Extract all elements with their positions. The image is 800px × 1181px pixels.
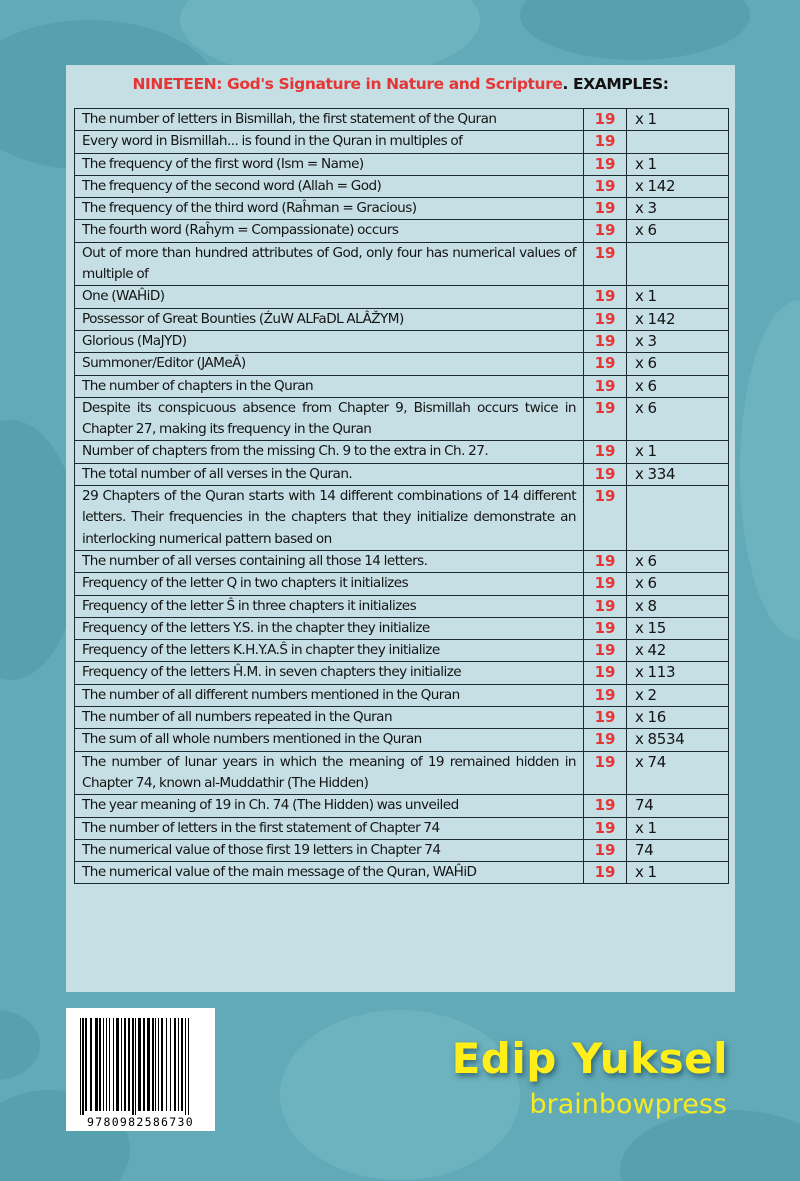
- barcode-bar: [103, 1018, 104, 1111]
- row-nineteen: 19: [584, 131, 627, 153]
- barcode-bar: [166, 1018, 167, 1111]
- row-nineteen: 19: [584, 397, 627, 441]
- row-multiplier: x 8534: [627, 729, 729, 751]
- table-row: [75, 573, 729, 595]
- row-nineteen: 19: [584, 242, 627, 286]
- row-nineteen: 19: [584, 109, 627, 131]
- row-description: The number of letters in Bismillah, the first statement of the Quran: [75, 109, 584, 131]
- table-row: [75, 662, 729, 684]
- row-multiplier: x 42: [627, 640, 729, 662]
- row-multiplier: [627, 486, 729, 551]
- row-description: Number of chapters from the missing Ch. 9 to the extra in Ch. 27.: [75, 441, 584, 463]
- row-multiplier: x 1: [627, 441, 729, 463]
- barcode-bar: [170, 1018, 171, 1111]
- table-row: [75, 640, 729, 662]
- table-row: [75, 463, 729, 485]
- table-row: [75, 198, 729, 220]
- row-description: The number of all numbers repeated in the Quran: [75, 707, 584, 729]
- barcode-bar: [138, 1018, 141, 1111]
- table-row: [75, 839, 729, 861]
- barcode-bar: [95, 1018, 98, 1111]
- row-nineteen: 19: [584, 617, 627, 639]
- barcode-bar: [124, 1018, 127, 1111]
- row-nineteen: 19: [584, 573, 627, 595]
- row-nineteen: 19: [584, 375, 627, 397]
- barcode-bar: [161, 1018, 163, 1111]
- barcode-bar: [158, 1018, 159, 1111]
- row-description: 29 Chapters of the Quran starts with 14 different combinations of 14 different letters. Their frequencies in the chapters that they initialize demonstrate an interlocking numerical pattern based on: [75, 486, 584, 551]
- row-multiplier: [627, 131, 729, 153]
- row-nineteen: 19: [584, 308, 627, 330]
- row-multiplier: x 1: [627, 817, 729, 839]
- row-multiplier: x 142: [627, 308, 729, 330]
- barcode-bar: [174, 1018, 176, 1111]
- barcode-bar: [135, 1018, 136, 1115]
- row-nineteen: 19: [584, 817, 627, 839]
- row-multiplier: x 6: [627, 573, 729, 595]
- barcode-bar: [143, 1018, 145, 1111]
- row-description: The number of all verses containing all those 14 letters.: [75, 550, 584, 572]
- panel-title: [66, 75, 735, 93]
- row-description: The fourth word (Raĥym = Compassionate) occurs: [75, 220, 584, 242]
- barcode-bar: [128, 1018, 130, 1111]
- row-description: Every word in Bismillah... is found in the Quran in multiples of: [75, 131, 584, 153]
- row-nineteen: 19: [584, 729, 627, 751]
- row-description: Summoner/Editor (JAMeÂ): [75, 353, 584, 375]
- barcode-bar: [106, 1018, 107, 1111]
- row-nineteen: 19: [584, 839, 627, 861]
- row-description: The frequency of the second word (Allah = God): [75, 175, 584, 197]
- row-description: The numerical value of the main message of the Quran, WAĤiD: [75, 862, 584, 884]
- row-multiplier: 74: [627, 839, 729, 861]
- table-row: [75, 486, 729, 551]
- row-nineteen: 19: [584, 441, 627, 463]
- row-nineteen: 19: [584, 707, 627, 729]
- row-nineteen: 19: [584, 153, 627, 175]
- row-description: Despite its conspicuous absence from Chapter 9, Bismillah occurs twice in Chapter 27, making its frequency in the Quran: [75, 397, 584, 441]
- row-multiplier: x 1: [627, 862, 729, 884]
- row-nineteen: 19: [584, 220, 627, 242]
- row-multiplier: x 74: [627, 751, 729, 795]
- row-nineteen: 19: [584, 175, 627, 197]
- table-row: [75, 109, 729, 131]
- row-multiplier: x 3: [627, 330, 729, 352]
- row-description: Frequency of the letters Y.S. in the chapter they initialize: [75, 617, 584, 639]
- table-row: [75, 617, 729, 639]
- row-multiplier: x 8: [627, 595, 729, 617]
- row-nineteen: 19: [584, 662, 627, 684]
- isbn-text: 9780982586730: [87, 1115, 194, 1129]
- row-nineteen: 19: [584, 550, 627, 572]
- barcode-bar: [99, 1018, 101, 1111]
- table-row: [75, 153, 729, 175]
- row-nineteen: 19: [584, 751, 627, 795]
- barcode-bar: [147, 1018, 150, 1111]
- table-row: [75, 817, 729, 839]
- row-multiplier: [627, 242, 729, 286]
- table-row: [75, 684, 729, 706]
- barcode-bar: [155, 1018, 156, 1111]
- barcode-bar: [178, 1018, 179, 1111]
- table-row: [75, 308, 729, 330]
- row-description: Possessor of Great Bounties (ŹuW ALFaDL ALÂŽYM): [75, 308, 584, 330]
- row-multiplier: x 6: [627, 397, 729, 441]
- row-description: Frequency of the letters Ĥ.M. in seven chapters they initialize: [75, 662, 584, 684]
- barcode-bars: [77, 1018, 205, 1111]
- row-multiplier: x 6: [627, 220, 729, 242]
- row-description: The total number of all verses in the Quran.: [75, 463, 584, 485]
- row-description: The sum of all whole numbers mentioned in the Quran: [75, 729, 584, 751]
- barcode-bar: [82, 1018, 83, 1115]
- title-main: NINETEEN: God's Signature in Nature and Scripture: [132, 75, 563, 93]
- table-row: [75, 375, 729, 397]
- row-multiplier: x 1: [627, 286, 729, 308]
- table-row: [75, 550, 729, 572]
- title-examples: . EXAMPLES:: [562, 75, 669, 93]
- row-description: The number of chapters in the Quran: [75, 375, 584, 397]
- row-description: The number of lunar years in which the meaning of 19 remained hidden in Chapter 74, known al-Muddathir (The Hidden): [75, 751, 584, 795]
- table-row: [75, 751, 729, 795]
- table-row: [75, 131, 729, 153]
- examples-panel: [66, 65, 735, 992]
- table-row: [75, 353, 729, 375]
- row-description: Out of more than hundred attributes of God, only four has numerical values of multiple of: [75, 242, 584, 286]
- row-nineteen: 19: [584, 862, 627, 884]
- row-nineteen: 19: [584, 486, 627, 551]
- row-multiplier: x 1: [627, 109, 729, 131]
- barcode-bar: [132, 1018, 133, 1115]
- barcode-bar: [185, 1018, 186, 1115]
- table-row: [75, 330, 729, 352]
- table-row: [75, 397, 729, 441]
- row-description: The number of all different numbers mentioned in the Quran: [75, 684, 584, 706]
- barcode-bar: [188, 1018, 189, 1115]
- barcode-bar: [109, 1018, 110, 1111]
- row-multiplier: x 113: [627, 662, 729, 684]
- row-description: The number of letters in the first statement of Chapter 74: [75, 817, 584, 839]
- table-row: [75, 286, 729, 308]
- table-row: [75, 441, 729, 463]
- row-multiplier: 74: [627, 795, 729, 817]
- row-multiplier: x 142: [627, 175, 729, 197]
- row-multiplier: x 15: [627, 617, 729, 639]
- row-description: One (WAĤiD): [75, 286, 584, 308]
- row-multiplier: x 2: [627, 684, 729, 706]
- row-multiplier: x 3: [627, 198, 729, 220]
- row-nineteen: 19: [584, 463, 627, 485]
- barcode-bar: [116, 1018, 119, 1111]
- row-nineteen: 19: [584, 684, 627, 706]
- row-description: The frequency of the third word (Raĥman = Gracious): [75, 198, 584, 220]
- table-row: [75, 175, 729, 197]
- row-nineteen: 19: [584, 640, 627, 662]
- row-multiplier: x 6: [627, 353, 729, 375]
- row-description: The frequency of the first word (Ism = Name): [75, 153, 584, 175]
- row-nineteen: 19: [584, 198, 627, 220]
- table-row: [75, 595, 729, 617]
- barcode-bar: [181, 1018, 183, 1111]
- row-nineteen: 19: [584, 795, 627, 817]
- row-nineteen: 19: [584, 353, 627, 375]
- table-row: [75, 729, 729, 751]
- nineteen-examples-table: [74, 108, 729, 884]
- barcode-bar: [121, 1018, 122, 1111]
- row-description: The year meaning of 19 in Ch. 74 (The Hidden) was unveiled: [75, 795, 584, 817]
- row-description: The numerical value of those first 19 letters in Chapter 74: [75, 839, 584, 861]
- row-description: Frequency of the letter Q in two chapters it initializes: [75, 573, 584, 595]
- row-description: Glorious (MaJYD): [75, 330, 584, 352]
- row-multiplier: x 6: [627, 375, 729, 397]
- table-row: [75, 220, 729, 242]
- row-multiplier: x 1: [627, 153, 729, 175]
- publisher-name: brainbowpress: [529, 1089, 727, 1120]
- table-row: [75, 707, 729, 729]
- isbn-number: [66, 1115, 215, 1129]
- row-multiplier: x 6: [627, 550, 729, 572]
- barcode-bar: [80, 1018, 81, 1115]
- row-nineteen: 19: [584, 286, 627, 308]
- table-row: [75, 862, 729, 884]
- author-name: Edip Yuksel: [451, 1034, 728, 1083]
- table-row: [75, 795, 729, 817]
- row-nineteen: 19: [584, 595, 627, 617]
- barcode-bar: [113, 1018, 114, 1111]
- row-description: Frequency of the letter Ŝ in three chapters it initializes: [75, 595, 584, 617]
- row-multiplier: x 334: [627, 463, 729, 485]
- barcode-bar: [152, 1018, 154, 1111]
- table-row: [75, 242, 729, 286]
- row-description: Frequency of the letters K.H.Y.A.Ŝ in chapter they initialize: [75, 640, 584, 662]
- row-nineteen: 19: [584, 330, 627, 352]
- barcode-bar: [85, 1018, 87, 1111]
- isbn-barcode: [66, 1008, 215, 1131]
- barcode-bar: [90, 1018, 92, 1111]
- row-multiplier: x 16: [627, 707, 729, 729]
